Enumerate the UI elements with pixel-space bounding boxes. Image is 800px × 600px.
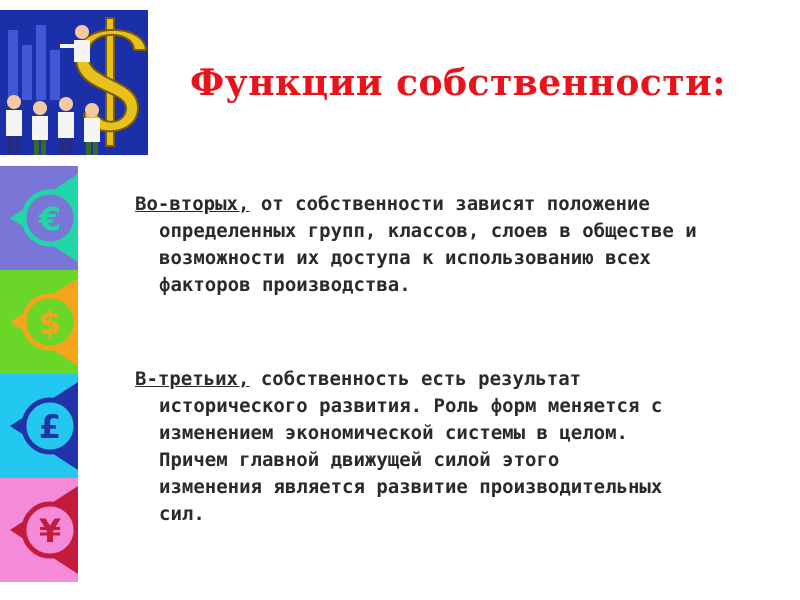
paragraph-line: факторов производства. — [159, 274, 411, 296]
paragraph-lead: Во-вторых, — [135, 193, 250, 215]
pound-icon — [0, 374, 78, 478]
paragraph-first-line-text: от собственности зависят положение — [249, 193, 650, 215]
currency-tile-yen — [0, 478, 78, 582]
paragraph-first-line-text: собственность есть результат — [249, 368, 582, 390]
svg-text:¥: ¥ — [38, 512, 62, 550]
svg-text:£: £ — [38, 408, 62, 446]
dollar-icon — [0, 270, 78, 374]
paragraph-line: исторического развития. Роль форм меняется с — [159, 395, 663, 417]
paragraph-line: изменения является развитие производительных — [159, 476, 663, 498]
slide-title: Функции собственности: — [190, 62, 727, 104]
currency-tile-dollar — [0, 270, 78, 374]
paragraph-line: определенных групп, классов, слоев в обществе и — [159, 220, 697, 242]
paragraph-lead: В-третьих, — [135, 368, 250, 390]
currency-tile-euro — [0, 166, 78, 270]
paragraph-first-line — [135, 366, 785, 393]
svg-text:€: € — [38, 200, 62, 238]
business-clipart — [0, 10, 148, 155]
paragraph-third — [135, 366, 785, 528]
paragraph-line: изменением экономической системы в целом. — [159, 422, 628, 444]
paragraph-line: сил. — [159, 503, 205, 525]
paragraph-second — [135, 191, 785, 299]
svg-text:$: $ — [38, 304, 62, 342]
paragraph-line: Причем главной движущей силой этого — [159, 449, 560, 471]
paragraph-first-line — [135, 191, 785, 218]
paragraph-line: возможности их доступа к использованию всех — [159, 247, 651, 269]
currency-tile-pound — [0, 374, 78, 478]
yen-icon — [0, 478, 78, 582]
euro-icon — [0, 166, 78, 270]
